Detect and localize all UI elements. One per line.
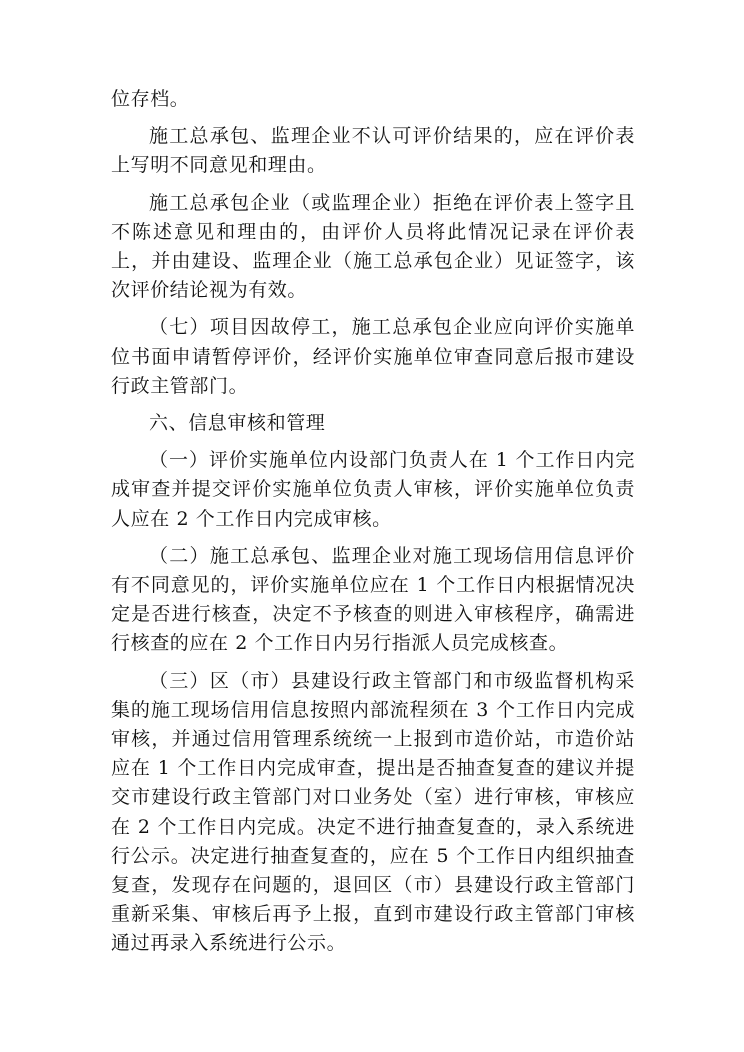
paragraph-refusal-to-sign: 施工总承包企业（或监理企业）拒绝在评价表上签字且不陈述意见和理由的，由评价人员将此情况记录在评价表上，并由建设、监理企业（施工总承包企业）见证签字，该次评价结论视为有效。 — [111, 191, 635, 302]
document-page — [111, 85, 635, 959]
paragraph-item-7-suspension: （七）项目因故停工，施工总承包企业应向评价实施单位书面申请暂停评价，经评价实施单位审查同意后报市建设行政主管部门。 — [111, 316, 635, 397]
paragraph-item-1-review: （一）评价实施单位内设部门负责人在 1 个工作日内完成审查并提交评价实施单位负责人审核，评价实施单位负责人应在 2 个工作日内完成审核。 — [111, 449, 635, 530]
section-heading-6: 六、信息审核和管理 — [149, 412, 326, 435]
paragraph-item-2-verification: （二）施工总承包、监理企业对施工现场信用信息评价有不同意见的，评价实施单位应在 1 个工作日内根据情况决定是否进行核查，决定不予核查的则进入审核程序，确需进行核查的应在 2 个工作日内另行指派人员完成核查。 — [111, 544, 635, 655]
paragraph-disagreement: 施工总承包、监理企业不认可评价结果的，应在评价表上写明不同意见和理由。 — [111, 125, 635, 177]
paragraph-continuation: 位存档。 — [111, 88, 190, 110]
paragraph-item-3-reporting: （三）区（市）县建设行政主管部门和市级监督机构采集的施工现场信用信息按照内部流程须在 3 个工作日内完成审核，并通过信用管理系统统一上报到市造价站，市造价站应在 1 个工作日内完成审查，提出是否抽查复查的建议并提交市建设行政主管部门对口业务处（室）进行审核，审核应在 2 个工作日内完成。决定不进行抽查复查的，录入系统进行公示。决定进行抽查复查的，应在 5 个工作日内组织抽查复查，发现存在问题的，退回区（市）县建设行政主管部门重新采集、审核后再予上报，直到市建设行政主管部门审核通过再录入系统进行公示。 — [111, 669, 635, 955]
